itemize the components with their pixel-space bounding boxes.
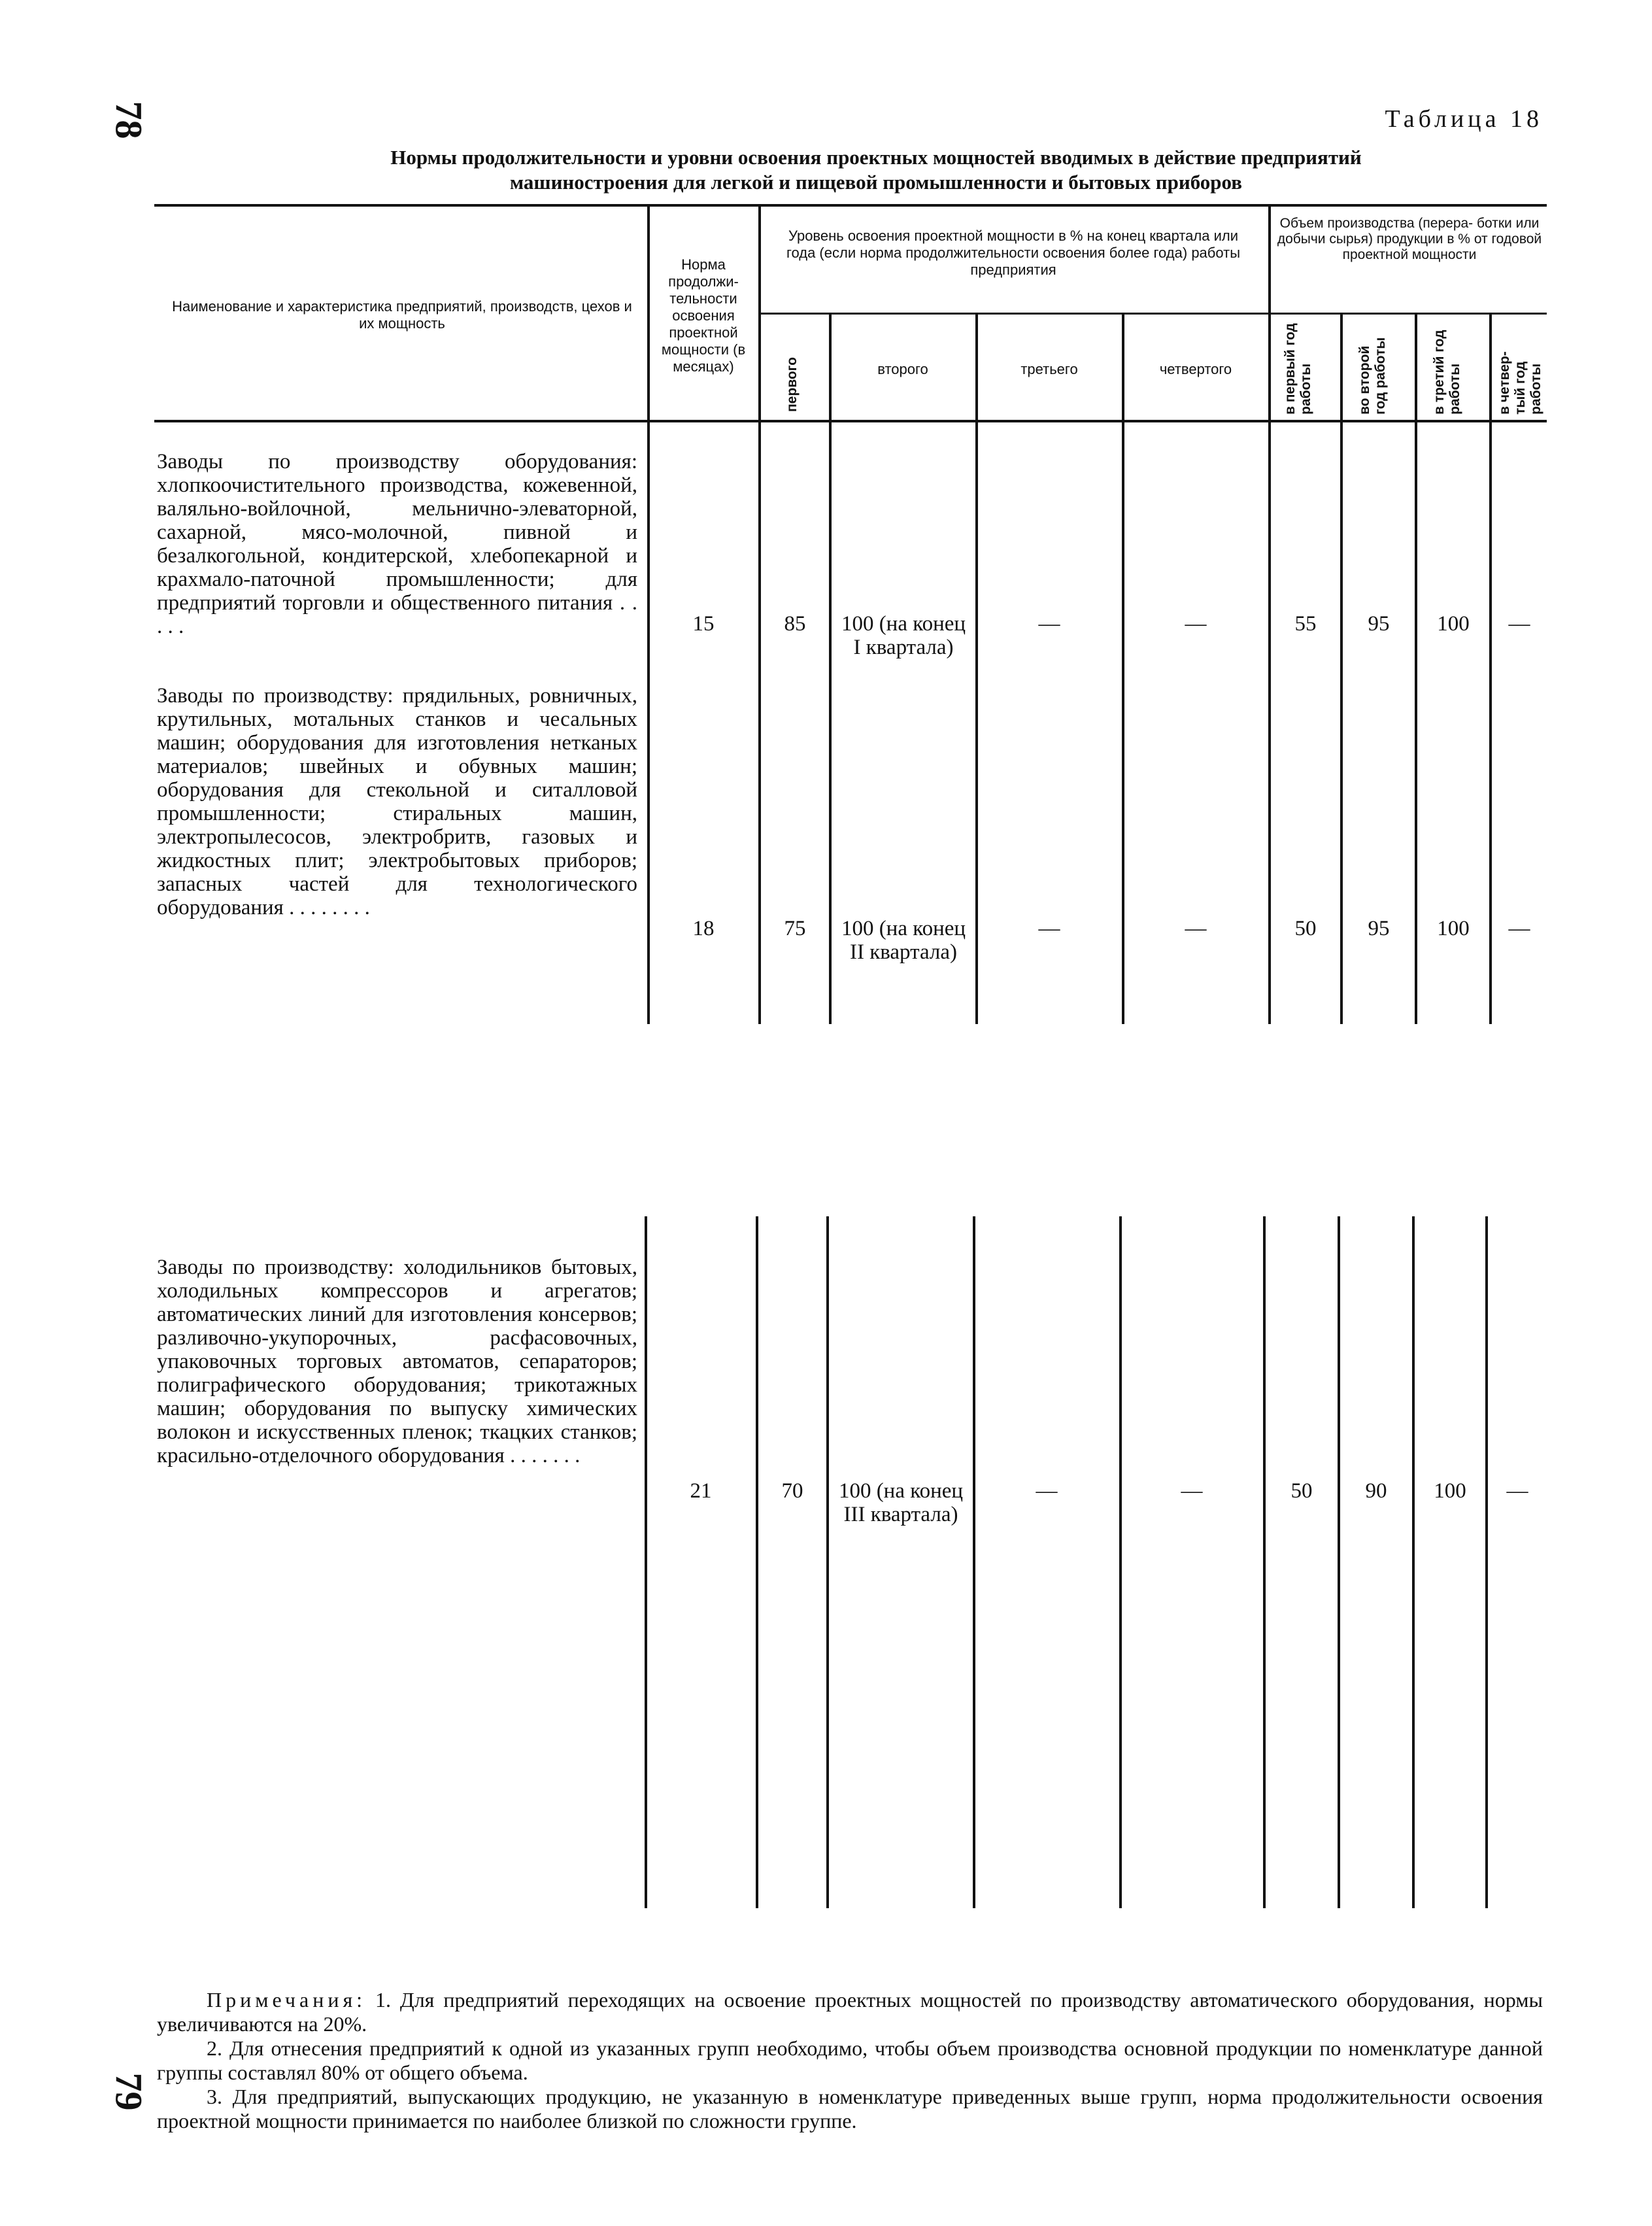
body-col-divider [973, 1216, 975, 1908]
level-group-rule [760, 313, 1270, 315]
header-volume-year2: во второй год работы [1357, 337, 1388, 415]
body-col-divider [1338, 1216, 1340, 1908]
row-1-q1: 85 [784, 612, 806, 636]
header-level-group: Уровень освоения проектной мощности в % на конец квартала или года (если норма продолжительности освоения более года) работы предприятия [786, 228, 1241, 278]
header-bottom-rule [154, 420, 1547, 422]
row-2-y2: 95 [1368, 917, 1390, 940]
header-norm-column: Норма продолжи- тельности освоения проектной мощности (в месяцах) [661, 256, 746, 375]
page-number-top: 78 [107, 101, 150, 139]
header-level-fourth: четвертого [1159, 361, 1232, 377]
table-label: Таблица 18 [1385, 105, 1543, 133]
body-col-divider [1485, 1216, 1488, 1908]
row-3-y1: 50 [1290, 1479, 1313, 1503]
row-2-y3: 100 [1437, 917, 1470, 940]
header-col-divider [1489, 314, 1492, 421]
row-1-q3: — [1038, 612, 1060, 636]
notes [157, 1988, 1543, 2133]
row-3-y2: 90 [1365, 1479, 1387, 1503]
header-level-second: второго [877, 361, 928, 377]
table-title [209, 145, 1543, 195]
body-col-divider [756, 1216, 758, 1908]
row-2-name: Заводы по производству: прядильных, ровничных, крутильных, мотальных станков и чесальных машин; оборудования для изготовления нетканых материалов; швейных и обувных машин; оборудования для стекольной и ситалловой промышленности; стиральных машин, электропылесосов, электробритв, газовых и жидкостных плит; электробытовых приборов; запасных частей для технологического оборудования . . . . . . . . [157, 684, 637, 919]
row-1-norm: 15 [692, 612, 715, 636]
row-2-q1: 75 [784, 917, 806, 940]
note-1: 1. Для предприятий переходящих на освоение проектных мощностей по производству автоматического оборудования, нормы увеличиваются на 20%. [157, 1988, 1543, 2036]
header-col-divider [1268, 207, 1271, 421]
row-3-norm: 21 [690, 1479, 712, 1503]
row-3-q2: 100 (на конец III квартала) [838, 1479, 964, 1526]
header-volume-year3: в третий год работы [1432, 330, 1462, 415]
body-col-divider [645, 1216, 647, 1908]
row-2-q2: 100 (на конец II квартала) [841, 917, 966, 964]
row-3-q3: — [1036, 1479, 1058, 1503]
body-col-divider [1119, 1216, 1122, 1908]
row-1-q2: 100 (на конец I квартала) [841, 612, 966, 659]
row-1-y4: — [1508, 612, 1530, 636]
header-col-divider [1340, 314, 1343, 421]
note-3: 3. Для предприятий, выпускающих продукцию, не указанную в номенклатуре приведенных выше групп, норма продолжительности освоения проектной мощности принимается по наиболее близкой по сложности группе. [157, 2085, 1543, 2132]
row-3-y3: 100 [1434, 1479, 1466, 1503]
header-name-column: Наименование и характеристика предприятий, производств, цехов и их мощность [172, 298, 632, 332]
note-2: 2. Для отнесения предприятий к одной из указанных групп необходимо, чтобы объем производства основной продукции по номенклатуре данной группы составлял 80% от общего объема. [157, 2036, 1543, 2084]
row-3-q1: 70 [781, 1479, 803, 1503]
body-col-divider [1412, 1216, 1415, 1908]
header-volume-year4: в четвер- тый год работы [1497, 351, 1543, 415]
notes-label: Примечания: [207, 1988, 367, 2012]
row-1-q4: — [1185, 612, 1207, 636]
row-3-q4: — [1181, 1479, 1203, 1503]
header-col-divider [647, 207, 650, 421]
row-1-name: Заводы по производству оборудования: хлопкоочистительного производства, кожевенной, валяльно-войлочной, мельнично-элеваторной, сахарной, мясо-молочной, пивной и безалкогольной, кондитерской, хлебопекарной и крахмало-паточной промышленности; для предприятий торговли и общественного питания . . . . . [157, 450, 637, 638]
header-volume-group: Объем производства (перера- ботки или добычи сырья) продукции в % от годовой проектной мощности [1277, 216, 1542, 262]
header-col-divider [758, 207, 761, 421]
body-col-divider [826, 1216, 829, 1908]
header-level-third: третьего [1020, 361, 1078, 377]
header-col-divider [1415, 314, 1417, 421]
row-3-y4: — [1506, 1479, 1528, 1503]
row-1-y3: 100 [1437, 612, 1470, 636]
volume-group-rule [1270, 313, 1547, 315]
row-2-q3: — [1038, 917, 1060, 940]
title-line-1: Нормы продолжительности и уровни освоения проектных мощностей вводимых в действие предприятий [390, 146, 1362, 169]
body-col-divider [829, 422, 832, 1024]
title-line-2: машиностроения для легкой и пищевой промышленности и бытовых приборов [510, 171, 1242, 194]
row-2-y1: 50 [1294, 917, 1317, 940]
row-2-norm: 18 [692, 917, 715, 940]
header-volume-year1: в первый год работы [1283, 323, 1313, 415]
header-level-first: первого [784, 357, 800, 412]
row-3-name: Заводы по производству: холодильников бытовых, холодильных компрессоров и агрегатов; автоматических линий для изготовления консервов; разливочно-укупорочных, расфасовочных, упаковочных торговых автоматов, сепараторов; полиграфического оборудования; трикотажных машин; оборудования по выпуску химических волокон и искусственных пленок; ткацких станков; красильно-отделочного оборудования . . . . . . . [157, 1256, 637, 1467]
header-top-rule [154, 204, 1547, 207]
body-col-divider [1263, 1216, 1266, 1908]
row-2-y4: — [1508, 917, 1530, 940]
row-1-y1: 55 [1294, 612, 1317, 636]
row-2-q4: — [1185, 917, 1207, 940]
row-1-y2: 95 [1368, 612, 1390, 636]
page-number-bottom: 79 [107, 2072, 150, 2111]
